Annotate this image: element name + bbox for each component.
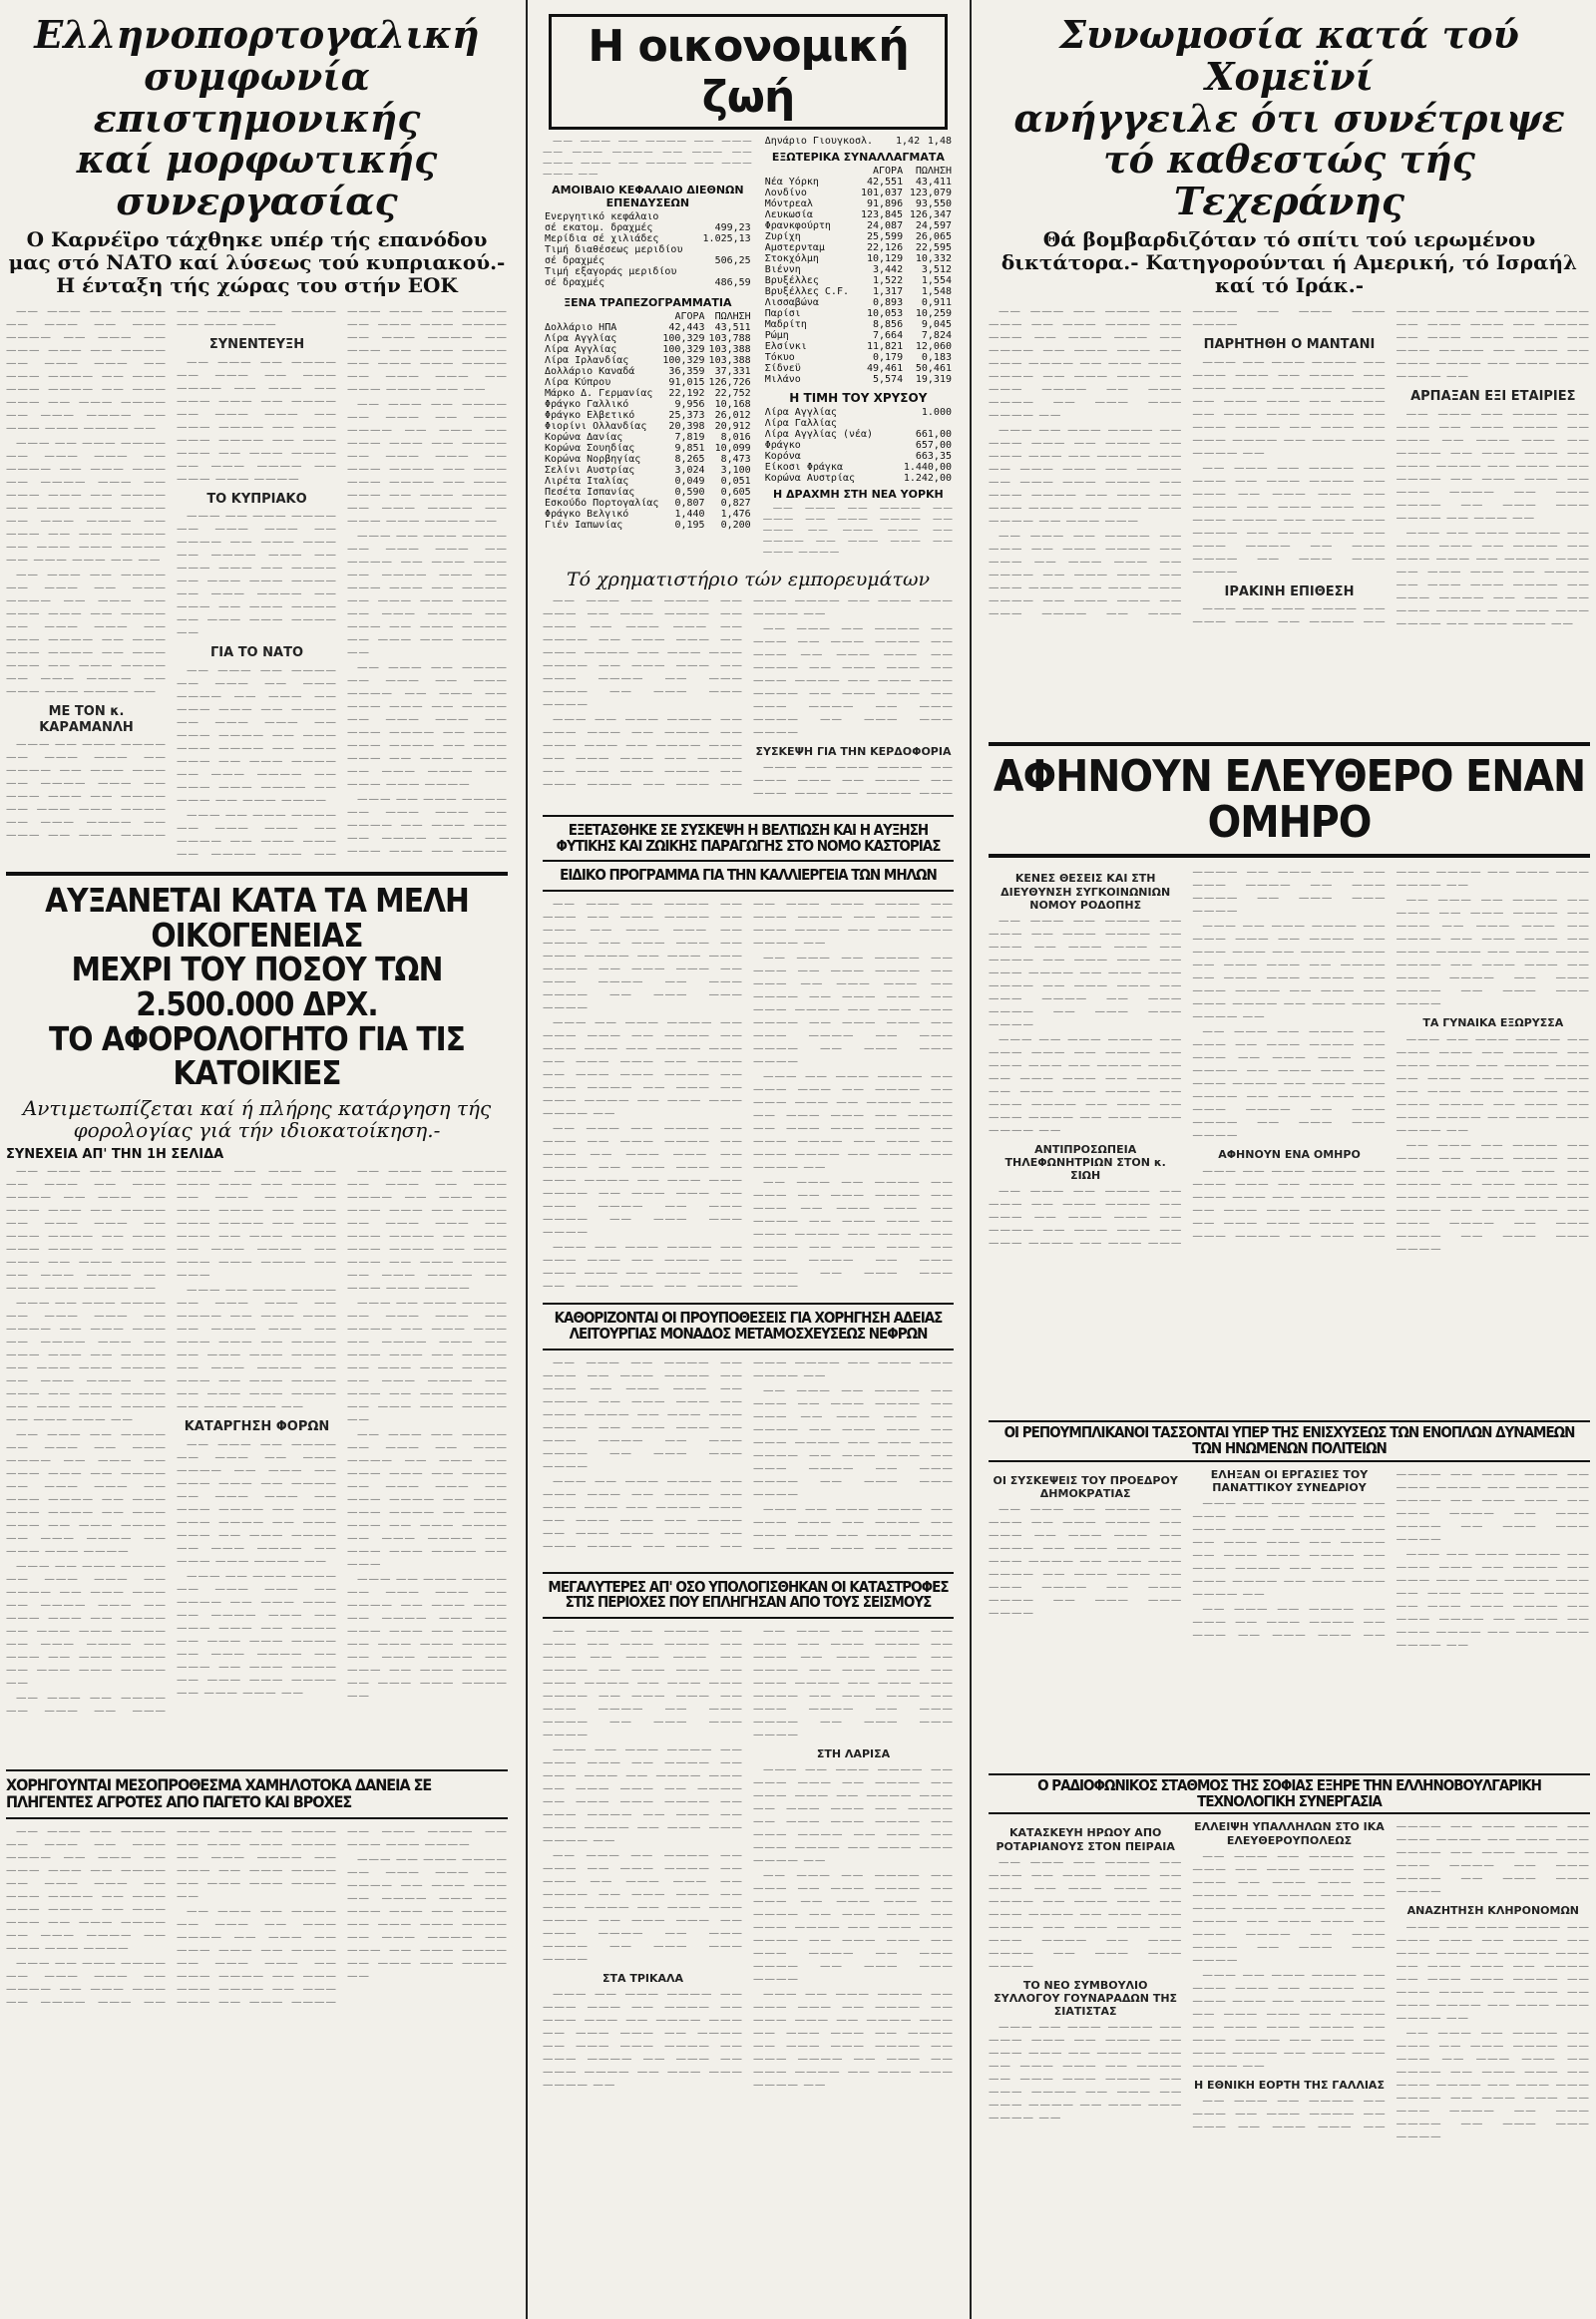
left-column: [0, 0, 514, 2319]
table-value-cell: 24,597: [915, 220, 952, 231]
table-value-cell: [696, 244, 752, 255]
table-value-cell: 3,024: [674, 465, 705, 476]
table-label-cell: Δολλάριο ΗΠΑ: [545, 322, 617, 333]
table-label-cell: Ρώμη: [764, 330, 789, 341]
table-value-cell: 1,522: [872, 275, 904, 286]
table-value-cell: 10,129: [866, 253, 904, 264]
table-row: [763, 242, 954, 253]
table-value-cell: 10,053: [866, 308, 904, 319]
table-value-cell: 19,319: [915, 374, 952, 385]
table-value-cell: 0,605: [720, 487, 751, 498]
table-value-cell: [696, 266, 752, 277]
table-value-cell: 22,192: [668, 388, 705, 399]
banknotes-table: ΑΓΟΡΑ ΠΩΛΗΣΗ Δολλάριο ΗΠΑ 42,443 43,511 Λίρα Αγγλίας 100,329 103,788 Λίρα Αγγλίας 100,329 103,388 Λίρα Ιρλανδίας 100,329 103,388 Δολλάριο Καναδά 36,359 37,331 Λίρα Κύπρου 91,015 126,726 Μάρκο Δ. Γερμανίας 22,192 22,752 Φράγκο Γαλλικό 9,956 10,168 Φράγκο Ελβετικό 25,373 26,012 Φιορίνι Ολλανδίας 20,398 20,912 Κορώνα Δανίας 7,819 8,016 Κορώνα Σουηδίας 9,851 10,099 Κορώνα Νορβηγίας 8,265 8,473 Σελίνι Αυστρίας 3,024 3,100 Λιρέτα Ιταλίας 0,049 0,051 Πεσέτα Ισπανίας 0,590 0,605 Εσκούδο Πορτογαλίας 0,807 0,827 Φράγκο Βελγικό 1,440 1,476 Γιέν Ιαπωνίας 0,195 0,200: [545, 311, 751, 531]
article-body: —— ——— —— ———— —— ——— —— ——— ———— —— ——— —— ——— ——— —— ———— —— ——— ——— —— ——— ———— —— ——— ——— ———— —— ——— ——— —— ——— ———— —— ——— ———— —— ——— ——— ———— ——— —— ——— ———— —— ——— ——— —— ———— —— ——— ——— —— ———— ——— —— ——— ——— —— ———— —— ——— ——— ———— —— ——— ———— —— ——— —— ——— ———— —— ——— ——— ———— —— —— ——— —— ———— —— ——— —— ——— ———— —— ——— —— ——— ——— —— ———— —— ——— ——— —— ——— ———— —— ——— ——— ———— —— ——— ——— —— ——— ———— —— ——— ———— —— ——— ——— ———— ΣΥΣΚΕΨΗ ΓΙΑ ΤΗΝ ΚΕΡΔΟΦΟΡΙΑ ——— —— ——— ———— —— ——— ——— —— ———— —— ——— ——— —— ———— ———: [543, 593, 954, 800]
table-row: [763, 462, 954, 473]
section-subhead: ΚΕΝΕΣ ΘΕΣΕΙΣ ΚΑΙ ΣΤΗ ΔΙΕΥΘΥΝΣΗ ΣΥΓΚΟΙΝΩΝΙΩΝ ΝΟΜΟΥ ΡΟΔΟΠΗΣ: [1000, 872, 1171, 912]
table-value-cell: 0,893: [872, 297, 904, 308]
table-label-cell: Λίρα Αγγλίας: [764, 407, 837, 418]
article-body: —— ——— —— ———— —— ——— —— ——— ———— —— ——— —— ——— ——— —— ———— —— ——— ——— —— ——— ———— —— ——— ——— ———— —— ——— ——— —— ——— ———— —— ——— ———— —— ——— ——— ———— ——— —— ——— ———— —— ——— ——— —— ———— —— ——— ——— —— ———— ——— —— ——— ——— —— ———— —— ——— ——— ———— —— ——— ———— —— ——— —— ——— ———— —— ——— ——— ———— —— —— ——— —— ———— —— ——— —— ——— ———— —— ——— —— ——— ——— —— ———— —— ——— ——— —— ——— ———— —— ——— ——— ———— —— ——— ——— —— ——— ———— —— ——— ———— —— ——— ——— ———— ——— —— ——— ———— —— ——— ——— —— ———— —— ——— ——— —— ———— ——— —— ——— ——— —— ———— —— ——— ——— ———— —— ——— ———— —— ——— —— ——— ———— —— ——— ——— ———— ——: [6, 1825, 508, 2009]
section-divider: [543, 1303, 954, 1305]
middle-column: [539, 0, 958, 2319]
table-label-cell: Τιμή διαθέσεως μεριδίου: [545, 244, 683, 255]
table-value-cell: 26,012: [714, 410, 751, 421]
table-label-cell: Κορώνα Νορβηγίας: [545, 454, 641, 465]
table-value-cell: 36,359: [668, 366, 705, 377]
table-value-cell: 50,461: [915, 363, 952, 374]
table-row: [763, 220, 954, 231]
table-value-cell: 10,099: [714, 443, 751, 454]
table-value-cell: 1,476: [720, 509, 751, 520]
section-subhead: ΤΟ ΚΥΠΡΙΑΚΟ: [206, 491, 307, 507]
table-value-cell: 103,388: [708, 355, 751, 366]
table-row: [763, 286, 954, 297]
table-value-cell: 43,511: [714, 322, 751, 333]
headline-greek-portuguese: Ελληνοπορτογαλική συμφωνία επιστημονικής καί μορφωτικής συνεργασίας: [34, 12, 480, 224]
table-value-cell: 1,554: [921, 275, 952, 286]
table-label-cell: Φιορίνι Ολλανδίας: [545, 421, 647, 432]
article-body: —— ——— —— ———— —— ——— —— ——— ———— —— ——— —— ——— ——— —— ———— —— ——— ——— —— ——— ———— —— ——— ——— ———— —— ——— ——— —— ——— ———— —— ——— ———— —— ——— ——— ———— —— ——— —— ——— ———— —— ——— ——— —— ———— —— ——— ——— —— ———— ——— —— ——— ——— —— ———— —— ——— ——— ———— —— ——— ———— —— ——— —— ——— ———— —— ——— ——— ———— —— ——— ——— —— —— —— ——— —— ———— —— ——— —— ——— ———— —— ——— —— ——— ——— —— ———— —— ——— ——— —— ——— ———— —— ——— ——— ———— —— ——— ——— —— ——— ———— —— ——— ———— —— ——— ——— ———— —— ΜΕ ΤΟΝ κ. ΚΑΡΑΜΑΝΛΗ ——— —— ——— ———— —— ——— ——— —— ———— —— ——— ——— —— ———— ——— —— ——— ——— —— ———— —— ——— ——— ———— —— ——— ———— —— ——— —— ——— ———— —— ——— ——— ———— —— ——— ——— ΣΥΝΕΝΤΕΥΞΗ —— ——— —— ———— —— ——— —— ——— ———— —— ——— —— ——— ——— —— ———— —— ——— ——— —— ——— ———— —— ——— ——— ———— —— ——— ——— —— ——— ———— —— ——— ———— —— ——— ——— ———— ΤΟ ΚΥΠΡΙΑΚΟ ——— —— ——— ———— —— ——— ——— —— ———— —— ——— ——— —— ———— ——— —— ——— ——— —— ———— —— ——— ——— ———— —— ——— ———— —— ——— —— ——— ———— —— ——— ——— ———— —— ΓΙΑ ΤΟ ΝΑΤΟ —— ——— —— ———— —— ——— —— ——— ———— —— ——— —— ——— ——— —— ———— —— ——— ——— —— ——— ———— —— ——— ——— ———— —— ——— ——— —— ——— ———— —— ——— ———— —— ——— ——— ———— —— ——— —— ——— ———— ——— —— ——— ———— —— ——— ——— —— ———— —— ——— ——— —— ———— ——— —— ——— ——— —— ———— —— ——— ——— ———— —— ——— ———— —— ——— —— ——— ———— —— ——— ——— ———— —— ——— ——— —— ——— ———— —— —— —— ——— —— ———— —— ——— —— ——— ———— —— ——— —— ——— ——— —— ———— —— ——— ——— —— ——— ———— —— ——— ——— ———— —— ——— ——— —— ——— ———— —— ——— ———— —— ——— ——— ———— —— ——— —— ——— ———— —— ——— ——— —— ———— —— ——— ——— —— ———— ——— —— ——— ——— —— ———— —— ——— ——— ———— —— ——— ———— —— ——— —— ——— ———— —— ——— ——— ———— —— —— ——— —— ———— —— ——— —— ——— ———— —— ——— —— ——— ——— —— ———— —— ——— ——— —— ——— ———— —— ——— ——— ———— —— ——— ——— —— ——— ———— —— ——— ———— —— ——— ——— ———— ——— —— ——— ———— —— ——— ——— —— ———— —— ——— ——— —— ———— ——— —— ——— ——— —— ————: [6, 304, 508, 860]
table-label-cell: Λευκωσία: [764, 209, 813, 220]
top-rates-table: [763, 136, 954, 147]
table-label-cell: Βιέννη: [764, 264, 801, 275]
table-value-cell: 7,664: [872, 330, 904, 341]
section-subhead: Η ΕΘΝΙΚΗ ΕΟΡΤΗ ΤΗΣ ΓΑΛΛΙΑΣ: [1194, 2078, 1385, 2092]
article-body: —— ——— —— ———— —— ——— —— ——— ———— —— ——— —— ——— ——— —— ———— —— ——— ——— —— ——— ———— —— ——— ——— ———— —— ——— ——— —— ——— ———— —— ——— ———— —— ——— ——— ———— —— ——— —— ——— ———— —— ——— ——— —— ———— —— ——— ——— —— ———— ——— —— ——— ——— —— ———— —— ——— ——— ———— —— ——— ———— —— ——— —— ——— ———— —— ——— ——— ———— —— ——— ——— —— —— ——— —— ———— —— ——— —— ——— ———— —— ——— —— ——— ——— —— ———— —— ——— ——— —— ——— ———— —— ——— ——— ———— —— ——— ——— —— ——— ———— —— ——— ———— —— ——— ——— ———— ——— —— ——— ———— —— ——— ——— —— ———— —— ——— ——— —— ———— ——— —— ——— ——— —— ———— —— ——— ——— ———— —— ——— ———— —— ——— —— ——— ———— —— ——— ——— ———— —— —— ——— —— ———— —— ——— —— ——— ———— —— ——— —— ——— ——— —— ———— —— ——— ——— —— ——— ———— —— ——— ——— ———— —— ——— ——— —— ——— ———— —— ——— ———— —— ——— ——— ———— —— ——— ——— —— ——— ———— —— ——— ——— —— ———— —— ——— ——— —— ———— ——— —— ——— ——— —— ———— —— ——— ——— ———— —— ——— ———— —— ——— —— ——— ———— —— ——— ——— ———— —— ——— ——— —— ΚΑΤΑΡΓΗΣΗ ΦΟΡΩΝ —— ——— —— ———— —— ——— —— ——— ———— —— ——— —— ——— ——— —— ———— —— ——— ——— —— ——— ———— —— ——— ——— ———— —— ——— ——— —— ——— ———— —— ——— ———— —— ——— ——— ———— —— ——— —— ——— ———— —— ——— ——— —— ———— —— ——— ——— —— ———— ——— —— ——— ——— —— ———— —— ——— ——— ———— —— ——— ———— —— ——— —— ——— ———— —— ——— ——— ———— —— ——— ——— —— —— ——— —— ———— —— ——— —— ——— ———— —— ——— —— ——— ——— —— ———— —— ——— ——— —— ——— ———— —— ——— ——— ———— —— ——— ——— —— ——— ———— —— ——— ———— —— ——— ——— ———— ——— —— ——— ———— —— ——— ——— —— ———— —— ——— ——— —— ———— ——— —— ——— ——— —— ———— —— ——— ——— ———— —— ——— ———— —— ——— —— ——— ———— —— ——— ——— ———— —— —— ——— —— ———— —— ——— —— ——— ———— —— ——— —— ——— ——— —— ———— —— ——— ——— —— ——— ———— —— ——— ——— ———— —— ——— ——— —— ——— ———— —— ——— ———— —— ——— ——— ———— —— ——— ——— —— ——— ———— —— ——— ——— —— ———— —— ——— ——— —— ———— ——— —— ——— ——— —— ———— —— ——— ——— ———— —— ——— ———— —— ——— —— ——— ———— —— ——— ——— ———— ——: [6, 1165, 508, 1718]
table-label-cell: σέ δραχμές: [545, 255, 605, 266]
column-rule: [526, 0, 528, 2319]
table-value-cell: 91,015: [668, 377, 705, 388]
table-value-cell: 100,329: [662, 344, 705, 355]
table-label-cell: Ζυρίχη: [764, 231, 801, 242]
table-label-cell: Αμστερνταμ: [764, 242, 825, 253]
table-row: [763, 319, 954, 330]
table-value-cell: 126,347: [909, 209, 952, 220]
table-row: [543, 355, 753, 366]
table-value-cell: 1.000: [921, 407, 952, 418]
right-column: [983, 0, 1596, 2319]
commodities-title: Τό χρηματιστήριο τών εμπορευμάτων: [566, 569, 931, 590]
table-row: [543, 222, 753, 233]
article-body: —— ——— —— ———— —— ——— —— ——— ———— —— ——— —— ——— ——— —— ———— —— ——— ——— —— ——— ———— —— ——— ——— ———— —— ——— ——— —— ——— ———— —— ——— ———— —— ——— ——— ———— ——— —— ——— ———— —— ——— ——— —— ———— —— ——— ——— —— ———— ——— —— ——— ——— —— ———— —— ——— ——— ———— —— ——— ———— —— ——— —— ——— ———— —— ——— ——— ———— —— —— ——— —— ———— —— ——— —— ——— ———— —— ——— —— ——— ——— —— ———— —— ——— ——— —— ——— ———— —— ——— ——— ———— —— ——— ——— —— ——— ———— —— ——— ———— —— ——— ——— ———— ——— —— ——— ———— —— ——— ——— —— ———— —— ——— ——— —— ———— ——— —— ——— ——— —— ———— —— ——— ——— ———— —— ——— ———— —— ——— —— ——— ———— —— ——— ——— ———— —— —— ——— —— ———— —— ——— —— ——— ———— —— ——— —— ——— ——— —— ———— —— ——— ——— —— ——— ———— —— ——— ——— ———— —— ——— ——— —— ——— ———— —— ——— ———— —— ——— ——— ———— ——— —— ——— ———— —— ——— ——— —— ———— —— ——— ——— —— ———— ——— —— ——— ——— —— ———— —— ——— ——— ———— —— ——— ———— —— ——— —— ——— ———— —— ——— ——— ———— —— —— ——— —— ———— —— ——— —— ——— ———— —— ——— —— ——— ——— —— ———— —— ——— ——— —— ——— ———— —— ——— ——— ———— —— ——— ——— —— ——— ———— —— ——— ———— —— ——— ——— ————: [543, 898, 954, 1293]
table-value-cell: 9,045: [921, 319, 952, 330]
section-subhead: ΣΥΣΚΕΨΗ ΓΙΑ ΤΗΝ ΚΕΡΔΟΦΟΡΙΑ: [755, 744, 952, 758]
table-label-cell: Φράγκο Γαλλικό: [545, 399, 629, 410]
section-subhead: ΜΕ ΤΟΝ κ. ΚΑΡΑΜΑΝΛΗ: [39, 703, 134, 735]
table-value-cell: 100,329: [662, 333, 705, 344]
continuation-kicker: ΣΥΝΕΧΕΙΑ ΑΠ' ΤΗΝ 1Η ΣΕΛΙΔΑ: [6, 1146, 224, 1162]
table-value-cell: 123,079: [909, 188, 952, 198]
table-row: [763, 308, 954, 319]
subheadline-carneiro: Ο Καρνέϊρο τάχθηκε υπέρ τής επανόδου μας στό ΝΑΤΟ καί λύσεως τού κυπριακού.- Η ένταξη τής χώρας του στήν ΕΟΚ: [8, 226, 506, 297]
table-value-cell: 0,049: [674, 476, 705, 487]
section-subhead: ΣΥΝΕΝΤΕΥΞΗ: [208, 336, 305, 352]
table-row: [543, 255, 753, 266]
table-label-cell: Τιμή εξαγοράς μεριδίου: [545, 266, 677, 277]
table-value-cell: 10,332: [915, 253, 952, 264]
table-value-cell: [893, 418, 954, 429]
tables-right: [763, 136, 954, 560]
table-row: [763, 352, 954, 363]
headline-sofia-radio: Ο ΡΑΔΙΟΦΩΝΙΚΟΣ ΣΤΑΘΜΟΣ ΤΗΣ ΣΟΦΙΑΣ ΕΞΗΡΕ ΤΗΝ ΕΛΛΗΝΟΒΟΥΛΓΑΡΙΚΗ ΤΕΧΝΟΛΟΓΙΚΗ ΣΥΝΕΡΓΑΣΙΑ: [1037, 1775, 1541, 1810]
section-subhead: ΣΤΑ ΤΡΙΚΑΛΑ: [601, 1972, 684, 1986]
table-row: [543, 443, 753, 454]
article-body: —— ——— —— ———— —— ——— —— ——— ———— —— ——— —— ——— ——— —— ———— —— ——— ——— —— ——— ———— —— ——— ——— ———— —— ——— ——— —— ——— ———— —— ——— ———— —— ——— ——— ———— —— ——— —— ——— ———— —— ——— ——— —— ———— —— ——— ——— —— ———— ——— —— ——— ——— —— ———— —— ——— ——— ———— —— ——— ———— —— ——— —— ——— ———— —— ——— ——— ———— —— ——— ——— —— ——— —— ———— —— ——— —— ——— ———— —— ——— —— ——— ——— —— ———— —— ——— ——— —— ——— ———— —— ——— ——— ———— —— ——— ——— —— ——— ———— —— ——— ———— —— ——— ——— ———— ΠΑΡΗΤΗΘΗ Ο ΜΑΝΤΑΝΙ ——— —— ——— ———— —— ——— ——— —— ———— —— ——— ——— —— ———— ——— —— ——— ——— —— ———— —— ——— ——— ———— —— ——— ———— —— ——— —— ——— ———— —— ——— ——— ———— —— —— ——— —— ———— —— ——— —— ——— ———— —— ——— —— ——— ——— —— ———— —— ——— ——— —— ——— ———— —— ——— ——— ———— —— ——— ——— —— ——— ———— —— ——— ———— —— ——— ——— ———— ΙΡΑΚΙΝΗ ΕΠΙΘΕΣΗ ——— —— ——— ———— —— ——— ——— —— ———— —— ——— ——— —— ———— ——— —— ——— ——— —— ———— —— ——— ——— ———— —— ——— ———— —— ——— —— ——— ———— —— ——— ——— ———— —— ΑΡΠΑΞΑΝ ΕΞΙ ΕΤΑΙΡΙΕΣ —— ——— —— ———— —— ——— —— ——— ———— —— ——— —— ——— ——— —— ———— —— ——— ——— —— ——— ———— —— ——— ——— ———— —— ——— ——— —— ——— ———— —— ——— ———— —— ——— ——— ———— —— ——— —— ——— —— ——— ———— —— ——— ——— —— ———— —— ——— ——— —— ———— ——— —— ——— ——— —— ———— —— ——— ——— ———— —— ——— ———— —— ——— —— ——— ———— —— ——— ——— ———— —— ——— ——— ——: [989, 304, 1590, 629]
table-label-cell: σέ δραχμές: [545, 277, 605, 288]
table-label-cell: Μερίδια σέ χιλιάδες: [545, 233, 659, 244]
table-label-cell: Φράγκο Βελγικό: [545, 509, 629, 520]
article-body: ΟΙ ΣΥΣΚΕΨΕΙΣ ΤΟΥ ΠΡΟΕΔΡΟΥ ΔΗΜΟΚΡΑΤΙΑΣ —— ——— —— ———— —— ——— —— ——— ———— —— ——— —— ——— ——— —— ———— —— ——— ——— —— ——— ———— —— ——— ——— ———— —— ——— ——— —— ——— ———— —— ——— ———— —— ——— ——— ———— ΕΛΗΞΑΝ ΟΙ ΕΡΓΑΣΙΕΣ ΤΟΥ ΠΑΝΑΤΤΙΚΟΥ ΣΥΝΕΔΡΙΟΥ ——— —— ——— ———— —— ——— ——— —— ———— —— ——— ——— —— ———— ——— —— ——— ——— —— ———— —— ——— ——— ———— —— ——— ———— —— ——— —— ——— ———— —— ——— ——— ———— —— —— ——— —— ———— —— ——— —— ——— ———— —— ——— —— ——— ——— —— ———— —— ——— ——— —— ——— ———— —— ——— ——— ———— —— ——— ——— —— ——— ———— —— ——— ———— —— ——— ——— ———— ——— —— ——— ———— —— ——— ——— —— ———— —— ——— ——— —— ———— ——— —— ——— ——— —— ———— —— ——— ——— ———— —— ——— ———— —— ——— —— ——— ———— —— ——— ——— ———— ——: [989, 1467, 1590, 1651]
section-divider: [543, 1349, 954, 1351]
table-row: [763, 451, 954, 462]
table-value-cell: 0,200: [720, 520, 751, 531]
article-body: —— ——— —— ———— —— ——— —— ——— ———— —— ——— —— ——— ——— —— ———— —— ——— ——— —— ——— ———— —— ——— ——— ———— —— ——— ——— —— ——— ———— —— ——— ———— —— ——— ——— ———— ——— —— ——— ———— —— ——— ——— —— ———— —— ——— ——— —— ———— ——— —— ——— ——— —— ———— —— ——— ——— ———— —— ——— ———— —— ——— —— ——— ———— —— ——— ——— ———— —— —— ——— —— ———— —— ——— —— ——— ———— —— ——— —— ——— ——— —— ———— —— ——— ——— —— ——— ———— —— ——— ——— ———— —— ——— ——— —— ——— ———— —— ——— ———— —— ——— ——— ———— ΣΤΑ ΤΡΙΚΑΛΑ ——— —— ——— ———— —— ——— ——— —— ———— —— ——— ——— —— ———— ——— —— ——— ——— —— ———— —— ——— ——— ———— —— ——— ———— —— ——— —— ——— ———— —— ——— ——— ———— —— —— ——— —— ———— —— ——— —— ——— ———— —— ——— —— ——— ——— —— ———— —— ——— ——— —— ——— ———— —— ——— ——— ———— —— ——— ——— —— ——— ———— —— ——— ———— —— ——— ——— ———— ΣΤΗ ΛΑΡΙΣΑ ——— —— ——— ———— —— ——— ——— —— ———— —— ——— ——— —— ———— ——— —— ——— ——— —— ———— —— ——— ——— ———— —— ——— ———— —— ——— —— ——— ———— —— ——— ——— ———— —— —— ——— —— ———— —— ——— —— ——— ———— —— ——— —— ——— ——— —— ———— —— ——— ——— —— ——— ———— —— ——— ——— ———— —— ——— ——— —— ——— ———— —— ——— ———— —— ——— ——— ———— ——— —— ——— ———— —— ——— ——— —— ———— —— ——— ——— —— ———— ——— —— ——— ——— —— ———— —— ——— ——— ———— —— ——— ———— —— ——— —— ——— ———— —— ——— ——— ———— ——: [543, 1625, 954, 2092]
table-label-cell: σέ εκατομ. δραχμές: [545, 222, 653, 233]
table-row: [543, 487, 753, 498]
section-subhead: ΑΝΤΙΠΡΟΣΩΠΕΙΑ ΤΗΛΕΦΩΝΗΤΡΙΩΝ ΣΤΟΝ κ. ΣΙΩΗ: [1004, 1142, 1166, 1183]
headline-khomeini: Συνωμοσία κατά τού Χομεϊνί ανήγγειλε ότι συνέτριψε τό καθεστώς τής Τεχεράνης: [1013, 12, 1565, 224]
financial-tables: [539, 136, 958, 560]
table-value-cell: 43,411: [915, 177, 952, 188]
table-value-cell: 20,912: [714, 421, 751, 432]
table-label-cell: Δολλάριο Καναδά: [545, 366, 635, 377]
table-label-cell: Μιλάνο: [764, 374, 801, 385]
section-divider: [6, 872, 508, 876]
table-value-cell: 1,440: [674, 509, 705, 520]
table-value-cell: 1.025,13: [702, 233, 751, 244]
article-body: ΚΑΤΑΣΚΕΥΗ ΗΡΩΟΥ ΑΠΟ ΡΟΤΑΡΙΑΝΟΥΣ ΣΤΟΝ ΠΕΙΡΑΙΑ —— ——— —— ———— —— ——— —— ——— ———— —— ——— —— ——— ——— —— ———— —— ——— ——— —— ——— ———— —— ——— ——— ———— —— ——— ——— —— ——— ———— —— ——— ———— —— ——— ——— ———— ΤΟ ΝΕΟ ΣΥΜΒΟΥΛΙΟ ΣΥΛΛΟΓΟΥ ΓΟΥΝΑΡΑΔΩΝ ΤΗΣ ΣΙΑΤΙΣΤΑΣ ——— —— ——— ———— —— ——— ——— —— ———— —— ——— ——— —— ———— ——— —— ——— ——— —— ———— —— ——— ——— ———— —— ——— ———— —— ——— —— ——— ———— —— ——— ——— ———— —— ΕΛΛΕΙΨΗ ΥΠΑΛΛΗΛΩΝ ΣΤΟ ΙΚΑ ΕΛΕΥΘΕΡΟΥΠΟΛΕΩΣ —— ——— —— ———— —— ——— —— ——— ———— —— ——— —— ——— ——— —— ———— —— ——— ——— —— ——— ———— —— ——— ——— ———— —— ——— ——— —— ——— ———— —— ——— ———— —— ——— ——— ———— ——— —— ——— ———— —— ——— ——— —— ———— —— ——— ——— —— ———— ——— —— ——— ——— —— ———— —— ——— ——— ———— —— ——— ———— —— ——— —— ——— ———— —— ——— ——— ———— —— Η ΕΘΝΙΚΗ ΕΟΡΤΗ ΤΗΣ ΓΑΛΛΙΑΣ —— ——— —— ———— —— ——— —— ——— ———— —— ——— —— ——— ——— —— ———— —— ——— ——— —— ——— ———— —— ——— ——— ———— —— ——— ——— —— ——— ———— —— ——— ———— —— ——— ——— ———— ΑΝΑΖΗΤΗΣΗ ΚΛΗΡΟΝΟΜΩΝ ——— —— ——— ———— —— ——— ——— —— ———— —— ——— ——— —— ———— ——— —— ——— ——— —— ———— —— ——— ——— ———— —— ——— ———— —— ——— —— ——— ———— —— ——— ——— ———— —— —— ——— —— ———— —— ——— —— ——— ———— —— ——— —— ——— ——— —— ———— —— ——— ——— —— ——— ———— —— ——— ——— ———— —— ——— ——— —— ——— ———— —— ——— ———— —— ——— ——— ————: [989, 1820, 1590, 2142]
table-value-cell: 123,845: [860, 209, 904, 220]
economic-life-masthead: Η οικονομική ζωή: [549, 14, 948, 130]
section-subhead: ΟΙ ΣΥΣΚΕΨΕΙΣ ΤΟΥ ΠΡΟΕΔΡΟΥ ΔΗΜΟΚΡΑΤΙΑΣ: [993, 1473, 1178, 1501]
table-row: [543, 377, 753, 388]
headline-kidney: ΚΑΘΟΡΙΖΟΝΤΑΙ ΟΙ ΠΡΟΥΠΟΘΕΣΕΙΣ ΓΙΑ ΧΟΡΗΓΗΣΗ ΑΔΕΙΑΣ ΛΕΙΤΟΥΡΓΙΑΣ ΜΟΝΑΔΟΣ ΜΕΤΑΜΟΣΧΕΥΣΕΩΣ ΝΕΦΡΩΝ: [554, 1309, 943, 1343]
table-row: [763, 264, 954, 275]
table-value-cell: 9,956: [674, 399, 705, 410]
table-value-cell: 103,388: [708, 344, 751, 355]
section-subhead: ΕΛΗΞΑΝ ΟΙ ΕΡΓΑΣΙΕΣ ΤΟΥ ΠΑΝΑΤΤΙΚΟΥ ΣΥΝΕΔΡΙΟΥ: [1210, 1467, 1369, 1495]
table-row: [763, 209, 954, 220]
section-subhead: ΓΙΑ ΤΟ ΝΑΤΟ: [209, 645, 303, 661]
headline-republicans-box: [989, 1420, 1590, 1462]
article-body: —— ——— —— ———— —— ——— —— ——— ———— —— ——— —— ——— ——— —— ———— —— ——— ——— —— ——— ———— —— ——— ——— ———— —— ——— ——— —— ——— ———— —— ——— ———— —— ——— ——— ———— ——— —— ——— ———— —— ——— ——— —— ———— —— ——— ——— —— ———— ——— —— ——— ——— —— ———— —— ——— ——— ———— —— ——— ———— —— ——— —— ——— ———— —— ——— ——— ———— —— —— ——— —— ———— —— ——— —— ——— ———— —— ——— —— ——— ——— —— ———— —— ——— ——— —— ——— ———— —— ——— ——— ———— —— ——— ——— —— ——— ———— —— ——— ———— —— ——— ——— ———— ——— —— ——— ———— —— ——— ——— —— ———— —— ——— ——— —— ———— ——— —— ——— ——— —— ————: [543, 1355, 954, 1554]
table-value-cell: 22,752: [714, 388, 751, 399]
table-row: [543, 410, 753, 421]
table-value-cell: 37,331: [714, 366, 751, 377]
table-value-cell: 0,179: [872, 352, 904, 363]
table-value-cell: 126,726: [708, 377, 751, 388]
table-label-cell: Σελίνι Αυστρίας: [545, 465, 635, 476]
column-rule: [970, 0, 972, 2319]
table-value-cell: 5,574: [872, 374, 904, 385]
table-value-cell: 1,48: [927, 136, 952, 147]
table-label-cell: Λιρέτα Ιταλίας: [545, 476, 629, 487]
table-value-cell: 1.440,00: [903, 462, 952, 473]
table-label-cell: Είκοσι Φράγκα: [764, 462, 843, 473]
table-value-cell: 7,819: [674, 432, 705, 443]
table-value-cell: 42,551: [866, 177, 904, 188]
foreign-exchange-table: ΑΓΟΡΑ ΠΩΛΗΣΗ Νέα Υόρκη 42,551 43,411 Λονδίνο 101,037 123,079 Μόντρεαλ 91,896 93,550 Λευκωσία 123,845 126,347 Φρανκφούρτη 24,087 24,597 Ζυρίχη 25,599 26,065 Αμστερνταμ 22,126 22,595 Στοκχόλμη 10,129 10,332 Βιέννη 3,442 3,512 Βρυξέλλες 1,522 1,554 Βρυξέλλες C.F. 1,317 1,548 Λισσαβώνα 0,893 0,911 Παρίσι 10,053 10,259 Μαδρίτη 8,856 9,045 Ρώμη 7,664 7,824 Ελσίνκι 11,821 12,060 Τόκυο 0,179 0,183 Σίδνεϋ 49,461 50,461 Μιλάνο 5,574 19,319: [764, 166, 952, 385]
table-row: [763, 341, 954, 352]
table-value-cell: 9,851: [674, 443, 705, 454]
table-value-cell: 657,00: [915, 440, 952, 451]
table-label-cell: Κορόνα: [764, 451, 801, 462]
section-subhead: ΑΡΠΑΞΑΝ ΕΞΙ ΕΤΑΙΡΙΕΣ: [1410, 388, 1576, 404]
table-label-cell: Παρίσι: [764, 308, 801, 319]
table-row: [763, 363, 954, 374]
table-row: [763, 297, 954, 308]
table-label-cell: Λίρα Γαλλίας: [764, 418, 837, 429]
table-value-cell: 0,827: [720, 498, 751, 509]
table-label-cell: Φράγκο: [764, 440, 801, 451]
table-row: [543, 520, 753, 531]
table-row: [763, 473, 954, 484]
table-label-cell: Δηνάριο Γιουγκοσλ.: [764, 136, 874, 147]
headline-republicans: ΟΙ ΡΕΠΟΥΜΠΛΙΚΑΝΟΙ ΤΑΣΣΟΝΤΑΙ ΥΠΕΡ ΤΗΣ ΕΝΙΣΧΥΣΕΩΣ ΤΩΝ ΕΝΟΠΛΩΝ ΔΥΝΑΜΕΩΝ ΤΩΝ ΗΝΩΜΕΝΩΝ ΠΟΛΙΤΕΙΩΝ: [1003, 1423, 1575, 1458]
table-label-cell: Ελσίνκι: [764, 341, 807, 352]
table-row: [543, 344, 753, 355]
table-label-cell: Σίδνεϋ: [764, 363, 801, 374]
table-value-cell: 25,373: [668, 410, 705, 421]
table-row: [763, 188, 954, 198]
table-label-cell: Μαδρίτη: [764, 319, 807, 330]
section-subhead: ΕΛΛΕΙΨΗ ΥΠΑΛΛΗΛΩΝ ΣΤΟ ΙΚΑ ΕΛΕΥΘΕΡΟΥΠΟΛΕΩΣ: [1194, 1820, 1385, 1847]
table-row: [763, 418, 954, 429]
table-value-cell: 11,821: [866, 341, 904, 352]
section-divider: [543, 890, 954, 892]
table-label-cell: Εσκούδο Πορτογαλίας: [545, 498, 659, 509]
table-row: [543, 421, 753, 432]
table-row: [763, 330, 954, 341]
table-value-cell: 0,051: [720, 476, 751, 487]
table-value-cell: 506,25: [714, 255, 751, 266]
table-row: [543, 366, 753, 377]
table-value-cell: 10,259: [915, 308, 952, 319]
table-value-cell: 0,183: [921, 352, 952, 363]
headline-farmer-loans: ΧΟΡΗΓΟΥΝΤΑΙ ΜΕΣΟΠΡΟΘΕΣΜΑ ΧΑΜΗΛΟΤΟΚΑ ΔΑΝΕΙΑ ΣΕ ΠΛΗΓΕΝΤΕΣ ΑΓΡΟΤΕΣ ΑΠΟ ΠΑΓΕΤΟ ΚΑΙ ΒΡΟΧΕΣ: [6, 1775, 432, 1812]
table-value-cell: 3,442: [872, 264, 904, 275]
section-divider: [989, 742, 1590, 746]
headline-tax-free: ΑΥΞΑΝΕΤΑΙ ΚΑΤΑ ΤΑ ΜΕΛΗ ΟΙΚΟΓΕΝΕΙΑΣ ΜΕΧΡΙ ΤΟΥ ΠΟΣΟΥ ΤΩΝ 2.500.000 ΔΡΧ. ΤΟ ΑΦΟΡΟΛΟΓΗΤΟ ΓΙΑ ΤΙΣ ΚΑΤΟΙΚΙΕΣ: [45, 880, 469, 1093]
table-value-cell: 101,037: [860, 188, 904, 198]
section-subhead: ΤΑ ΓΥΝΑΙΚΑ ΕΞΩΡΥΣΣΑ: [1422, 1016, 1564, 1030]
subheadline-tax: Αντιμετωπίζεται καί ή πλήρης κατάργηση τής φορολογίας γιά τήν ιδιοκατοίκηση.-: [22, 1095, 492, 1142]
table-row: [543, 333, 753, 344]
drachma-ny-title: Η ΔΡΑΧΜΗ ΣΤΗ ΝΕΑ ΥΟΡΚΗ: [772, 488, 944, 501]
table-value-cell: 12,060: [915, 341, 952, 352]
article-body: ΚΕΝΕΣ ΘΕΣΕΙΣ ΚΑΙ ΣΤΗ ΔΙΕΥΘΥΝΣΗ ΣΥΓΚΟΙΝΩΝΙΩΝ ΝΟΜΟΥ ΡΟΔΟΠΗΣ —— ——— —— ———— —— ——— —— ——— ———— —— ——— —— ——— ——— —— ———— —— ——— ——— —— ——— ———— —— ——— ——— ———— —— ——— ——— —— ——— ———— —— ——— ———— —— ——— ——— ———— ——— —— ——— ———— —— ——— ——— —— ———— —— ——— ——— —— ———— ——— —— ——— ——— —— ———— —— ——— ——— ———— —— ——— ———— —— ——— —— ——— ———— —— ——— ——— ———— —— ΑΝΤΙΠΡΟΣΩΠΕΙΑ ΤΗΛΕΦΩΝΗΤΡΙΩΝ ΣΤΟΝ κ. ΣΙΩΗ —— ——— —— ———— —— ——— —— ——— ———— —— ——— —— ——— ——— —— ———— —— ——— ——— —— ——— ———— —— ——— ——— ———— —— ——— ——— —— ——— ———— —— ——— ———— —— ——— ——— ———— ——— —— ——— ———— —— ——— ——— —— ———— —— ——— ——— —— ———— ——— —— ——— ——— —— ———— —— ——— ——— ———— —— ——— ———— —— ——— —— ——— ———— —— ——— ——— ———— —— —— ——— —— ———— —— ——— —— ——— ———— —— ——— —— ——— ——— —— ———— —— ——— ——— —— ——— ———— —— ——— ——— ———— —— ——— ——— —— ——— ———— —— ——— ———— —— ——— ——— ———— ΑΦΗΝΟΥΝ ΕΝΑ ΟΜΗΡΟ ——— —— ——— ———— —— ——— ——— —— ———— —— ——— ——— —— ———— ——— —— ——— ——— —— ———— —— ——— ——— ———— —— ——— ———— —— ——— —— ——— ———— —— ——— ——— ———— —— —— ——— —— ———— —— ——— —— ——— ———— —— ——— —— ——— ——— —— ———— —— ——— ——— —— ——— ———— —— ——— ——— ———— —— ——— ——— —— ——— ———— —— ——— ———— —— ——— ——— ———— ΤΑ ΓΥΝΑΙΚΑ ΕΞΩΡΥΣΣΑ ——— —— ——— ———— —— ——— ——— —— ———— —— ——— ——— —— ———— ——— —— ——— ——— —— ———— —— ——— ——— ———— —— ——— ———— —— ——— —— ——— ———— —— ——— ——— ———— —— —— ——— —— ———— —— ——— —— ——— ———— —— ——— —— ——— ——— —— ———— —— ——— ——— —— ——— ———— —— ——— ——— ———— —— ——— ——— —— ——— ———— —— ——— ———— —— ——— ——— ————: [989, 866, 1590, 1255]
table-label-cell: Βρυξέλλες C.F.: [764, 286, 849, 297]
table-label-cell: Κορώνα Δανίας: [545, 432, 623, 443]
table-value-cell: 1,317: [872, 286, 904, 297]
table-value-cell: 26,065: [915, 231, 952, 242]
table-row: [543, 432, 753, 443]
headline-hostage: ΑΦΗΝΟΥΝ ΕΛΕΥΘΕΡΟ ΕΝΑΝ ΟΜΗΡΟ: [993, 750, 1586, 849]
table-value-cell: 25,599: [866, 231, 904, 242]
table-value-cell: 486,59: [714, 277, 751, 288]
table-value-cell: 20,398: [668, 421, 705, 432]
table-row: [763, 231, 954, 242]
table-row: [543, 465, 753, 476]
table-label-cell: Βρυξέλλες: [764, 275, 819, 286]
table-value-cell: 10,168: [714, 399, 751, 410]
table-row: [763, 429, 954, 440]
table-label-cell: Λίρα Αγγλίας (νέα): [764, 429, 874, 440]
table-value-cell: 3,512: [921, 264, 952, 275]
table-value-cell: 8,016: [720, 432, 751, 443]
table-row: [543, 211, 753, 222]
table-label-cell: Κορώνα Αυστρίας: [764, 473, 856, 484]
tables-left: [543, 136, 753, 560]
table-label-cell: Λίρα Αγγλίας: [545, 333, 617, 344]
section-subhead: ΤΟ ΝΕΟ ΣΥΜΒΟΥΛΙΟ ΣΥΛΛΟΓΟΥ ΓΟΥΝΑΡΑΔΩΝ ΤΗΣ ΣΙΑΤΙΣΤΑΣ: [994, 1978, 1178, 2019]
table-value-cell: 1.242,00: [903, 473, 952, 484]
table-row: [543, 454, 753, 465]
table-row: [543, 244, 753, 255]
table-value-cell: 0,911: [921, 297, 952, 308]
table-value-cell: 91,896: [866, 198, 904, 209]
section-subhead: ΚΑΤΑΡΓΗΣΗ ΦΟΡΩΝ: [184, 1419, 330, 1435]
table-value-cell: 8,473: [720, 454, 751, 465]
table-row: [763, 198, 954, 209]
table-label-cell: Μάρκο Δ. Γερμανίας: [545, 388, 653, 399]
table-label-cell: Φράγκο Ελβετικό: [545, 410, 635, 421]
table-value-cell: 661,00: [915, 429, 952, 440]
table-row: [763, 374, 954, 385]
table-value-cell: [696, 211, 752, 222]
table-value-cell: 22,126: [866, 242, 904, 253]
table-label-cell: Τόκυο: [764, 352, 795, 363]
table-row: [763, 407, 954, 418]
headline-earthquakes: ΜΕΓΑΛΥΤΕΡΕΣ ΑΠ' ΟΣΟ ΥΠΟΛΟΓΙΣΘΗΚΑΝ ΟΙ ΚΑΤΑΣΤΡΟΦΕΣ ΣΤΙΣ ΠΕΡΙΟΧΕΣ ΠΟΥ ΕΠΛΗΓΗΣΑΝ ΑΠΟ ΤΟΥΣ ΣΕΙΣΜΟΥΣ: [548, 1577, 949, 1612]
table-value-cell: 8,265: [674, 454, 705, 465]
table-value-cell: 0,195: [674, 520, 705, 531]
table-intro: —— ——— —— ———— —— ——— —— ——— ———— —— ——— —— ——— ——— —— ———— —— ——— ——— ——: [543, 136, 753, 180]
table-value-cell: 499,23: [714, 222, 751, 233]
section-subhead: ΠΑΡΗΤΗΘΗ Ο ΜΑΝΤΑΝΙ: [1203, 336, 1376, 352]
table-label-cell: Λονδίνο: [764, 188, 807, 198]
table-value-cell: 1,548: [921, 286, 952, 297]
section-divider: [6, 1769, 508, 1771]
gold-price-title: Η ΤΙΜΗ ΤΟΥ ΧΡΥΣΟΥ: [789, 391, 928, 405]
headline-apples: ΕΙΔΙΚΟ ΠΡΟΓΡΑΜΜΑ ΓΙΑ ΤΗΝ ΚΑΛΛΙΕΡΓΕΙΑ ΤΩΝ ΜΗΛΩΝ: [560, 866, 937, 885]
table-row: [543, 509, 753, 520]
table-value-cell: 22,595: [915, 242, 952, 253]
headline-kastoria: ΕΞΕΤΑΣΘΗΚΕ ΣΕ ΣΥΣΚΕΨΗ Η ΒΕΛΤΙΩΣΗ ΚΑΙ Η ΑΥΞΗΣΗ ΦΥΤΙΚΗΣ ΚΑΙ ΖΩΙΚΗΣ ΠΑΡΑΓΩΓΗΣ ΣΤΟ ΝΟΜΟ ΚΑΣΤΟΡΙΑΣ: [556, 820, 941, 855]
table-value-cell: 42,443: [668, 322, 705, 333]
table-label-cell: Μόντρεαλ: [764, 198, 813, 209]
table-label-cell: Γιέν Ιαπωνίας: [545, 520, 623, 531]
section-subhead: ΚΑΤΑΣΚΕΥΗ ΗΡΩΟΥ ΑΠΟ ΡΟΤΑΡΙΑΝΟΥΣ ΣΤΟΝ ΠΕΙΡΑΙΑ: [996, 1826, 1175, 1853]
table-value-cell: 1,42: [896, 136, 921, 147]
section-subhead: ΣΤΗ ΛΑΡΙΣΑ: [816, 1747, 891, 1761]
table-label-cell: Λίρα Αγγλίας: [545, 344, 617, 355]
subheadline-khomeini: Θά βομβαρδιζόταν τό σπίτι τού ιερωμένου δικτάτορα.- Κατηγορούνται ή Αμερική, τό Ισραήλ καί τό Ιράκ.-: [1000, 226, 1578, 297]
banknotes-title: ΞΕΝΑ ΤΡΑΠΕΖΟΓΡΑΜΜΑΤΙΑ: [564, 296, 732, 309]
table-label-cell: Φρανκφούρτη: [764, 220, 831, 231]
section-divider: [543, 1617, 954, 1619]
table-row: [543, 476, 753, 487]
table-label-cell: Πεσέτα Ισπανίας: [545, 487, 635, 498]
headline-sofia-box: [989, 1773, 1590, 1815]
table-value-cell: 3,100: [720, 465, 751, 476]
section-divider: [6, 1817, 508, 1819]
table-row: [543, 498, 753, 509]
table-row: [763, 177, 954, 188]
table-row: [543, 266, 753, 277]
mutual-fund-table: [543, 211, 753, 288]
table-value-cell: 49,461: [866, 363, 904, 374]
gold-price-table: [763, 407, 954, 484]
table-value-cell: 7,824: [921, 330, 952, 341]
table-value-cell: 0,590: [674, 487, 705, 498]
table-value-cell: 0,807: [674, 498, 705, 509]
table-row: [763, 440, 954, 451]
table-row: [763, 275, 954, 286]
table-value-cell: 93,550: [915, 198, 952, 209]
table-value-cell: 24,087: [866, 220, 904, 231]
table-label-cell: Λίρα Κύπρου: [545, 377, 611, 388]
section-divider: [543, 1572, 954, 1574]
section-subhead: ΑΝΑΖΗΤΗΣΗ ΚΛΗΡΟΝΟΜΩΝ: [1406, 1904, 1580, 1918]
table-label-cell: Λισσαβώνα: [764, 297, 819, 308]
section-divider: [543, 815, 954, 817]
table-row: [543, 277, 753, 288]
table-label-cell: Στοκχόλμη: [764, 253, 819, 264]
article-body: —— ——— —— ———— —— ——— —— ——— ———— —— ——— —— ——— ——— —— ———— —— ——— ——— —— ——— ————: [762, 503, 954, 558]
mutual-fund-title: ΑΜΟΙΒΑΙΟ ΚΕΦΑΛΑΙΟ ΔΙΕΘΝΩΝ ΕΠΕΝΔΥΣΕΩΝ: [552, 184, 744, 209]
table-label-cell: Νέα Υόρκη: [764, 177, 819, 188]
table-row: [543, 322, 753, 333]
table-row: [763, 136, 954, 147]
table-label-cell: Ενεργητικό κεφάλαιο: [545, 211, 659, 222]
table-value-cell: 100,329: [662, 355, 705, 366]
table-row: [543, 388, 753, 399]
section-subhead: ΙΡΑΚΙΝΗ ΕΠΙΘΕΣΗ: [1224, 583, 1355, 599]
table-row: [543, 399, 753, 410]
section-divider: [543, 860, 954, 862]
table-value-cell: 103,788: [708, 333, 751, 344]
table-label-cell: Λίρα Ιρλανδίας: [545, 355, 629, 366]
section-subhead: ΑΦΗΝΟΥΝ ΕΝΑ ΟΜΗΡΟ: [1218, 1148, 1361, 1162]
table-label-cell: Κορώνα Σουηδίας: [545, 443, 635, 454]
table-row: [763, 253, 954, 264]
section-divider: [989, 854, 1590, 858]
table-row: [543, 233, 753, 244]
table-value-cell: 8,856: [872, 319, 904, 330]
table-value-cell: 663,35: [915, 451, 952, 462]
foreign-exchange-title: ΕΞΩΤΕΡΙΚΑ ΣΥΝΑΛΛΑΓΜΑΤΑ: [771, 151, 945, 164]
